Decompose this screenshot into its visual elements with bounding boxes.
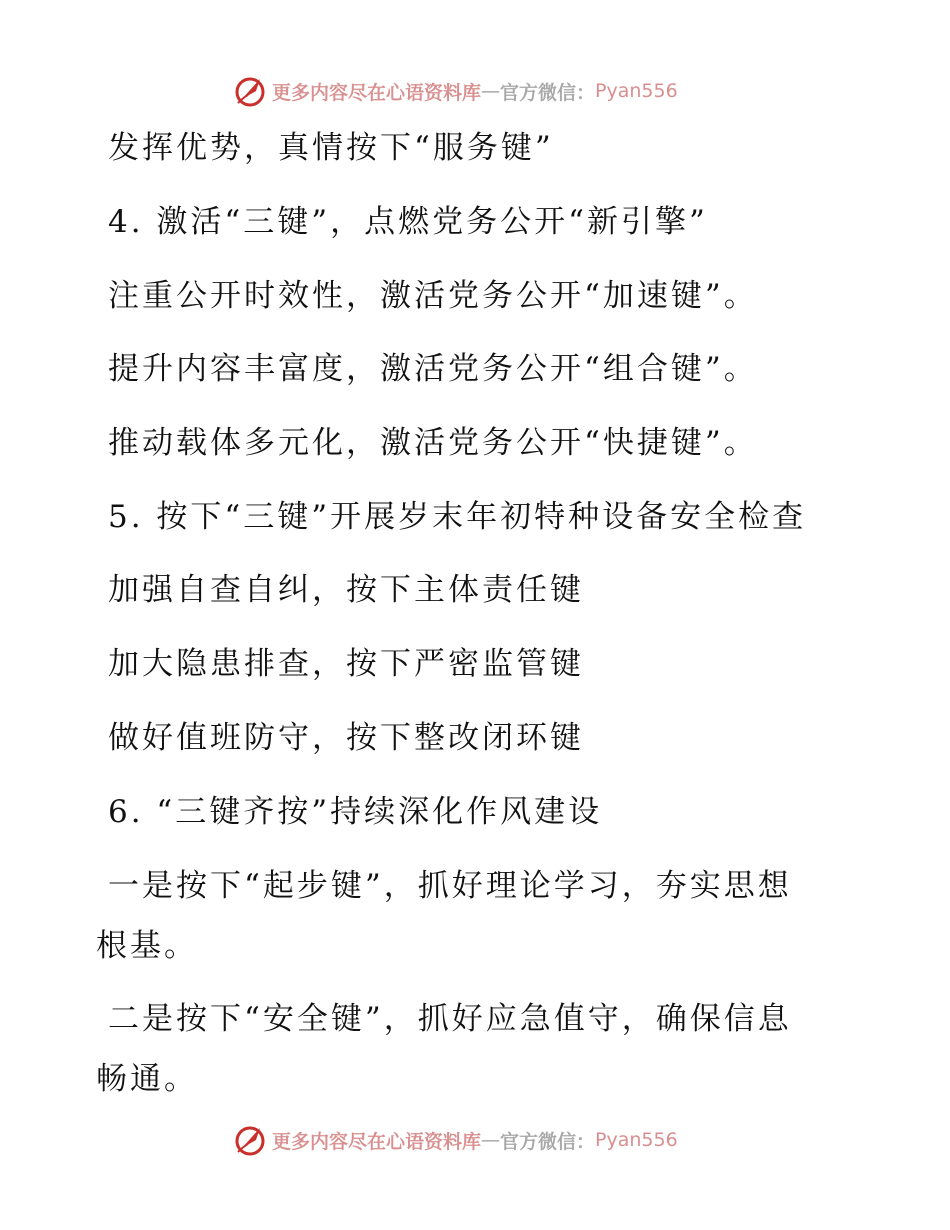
watermark-id: Pyan556: [595, 1129, 678, 1151]
footer-watermark: [232, 1120, 678, 1160]
text-line: 根基。: [96, 928, 198, 964]
watermark-dash: —: [481, 1129, 501, 1151]
text-line: 注重公开时效性，激活党务公开“加速键”。: [108, 278, 758, 314]
watermark-label: 官方微信：: [500, 1130, 596, 1153]
quill-logo-icon: [232, 1122, 268, 1158]
section-heading: 5. 按下“三键”开展岁末年初特种设备安全检查: [108, 499, 807, 535]
text-line: 一是按下“起步键”，抓好理论学习，夯实思想: [108, 868, 792, 904]
text-line: 提升内容丰富度，激活党务公开“组合键”。: [108, 351, 758, 387]
quill-logo-icon: [232, 73, 268, 109]
text-line: 畅通。: [96, 1061, 198, 1097]
section-heading: 4. 激活“三键”，点燃党务公开“新引擎”: [108, 204, 708, 240]
watermark-text: 更多内容尽在心语资料库: [272, 1130, 482, 1153]
text-line: 加大隐患排查，按下严密监管键: [108, 646, 584, 682]
watermark-label: 官方微信：: [500, 81, 596, 104]
text-line: 加强自查自纠，按下主体责任键: [108, 572, 584, 608]
section-heading: 6. “三键齐按”持续深化作风建设: [108, 794, 603, 830]
text-line: 做好值班防守，按下整改闭环键: [108, 720, 584, 756]
watermark-id: Pyan556: [595, 80, 678, 102]
text-line: 二是按下“安全键”，抓好应急值守，确保信息: [108, 1001, 792, 1037]
watermark-dash: —: [481, 80, 501, 102]
text-line: 发挥优势，真情按下“服务键”: [108, 130, 554, 166]
header-watermark: [232, 71, 678, 111]
watermark-text: 更多内容尽在心语资料库: [272, 81, 482, 104]
text-line: 推动载体多元化，激活党务公开“快捷键”。: [108, 425, 758, 461]
